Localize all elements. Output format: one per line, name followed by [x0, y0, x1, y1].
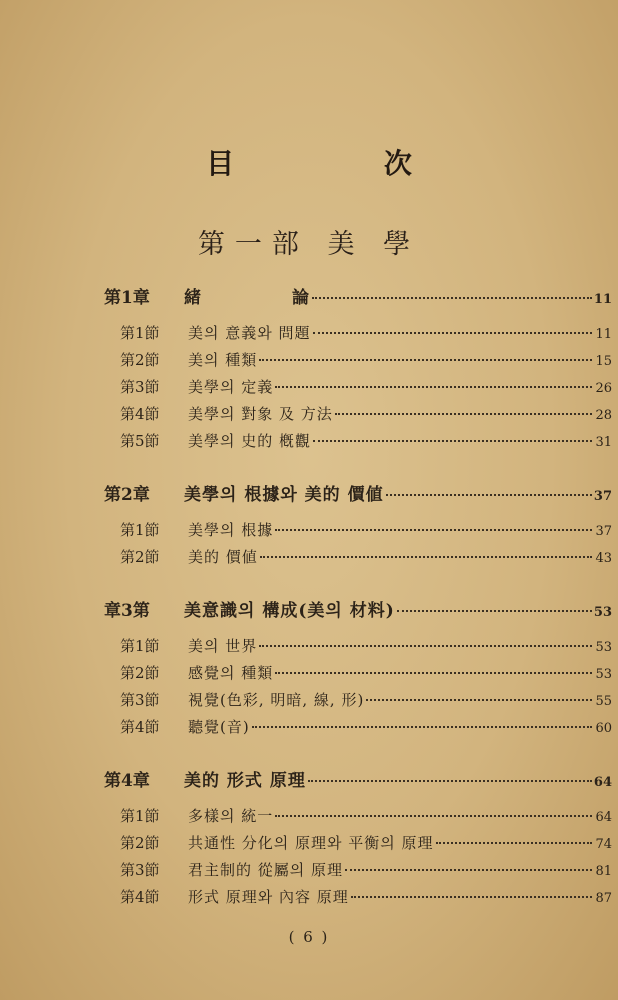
section-page: 53 — [595, 640, 612, 655]
page-title: 目 次 — [206, 147, 482, 180]
section-label: 第1節 — [120, 637, 160, 655]
part-heading: 第一部 美 學 — [197, 229, 421, 260]
section-page: 74 — [595, 837, 612, 852]
section-title: 視覺(色彩, 明暗, 線, 形) — [188, 691, 365, 709]
chapter-page: 64 — [593, 775, 612, 790]
chapter-page: 53 — [593, 605, 612, 620]
section-entry — [104, 545, 612, 572]
section-title: 聽覺(音) — [188, 718, 250, 736]
chapter-page: 37 — [593, 489, 612, 504]
section-title: 美學의 對象 及 方法 — [188, 405, 333, 423]
section-entry — [104, 375, 612, 402]
dot-leader — [275, 804, 592, 817]
chapter-entry — [104, 596, 612, 620]
section-page: 64 — [595, 810, 612, 825]
section-title: 美學의 定義 — [188, 378, 274, 396]
page-number: ( 6 ) — [288, 928, 330, 946]
section-entry — [104, 634, 612, 661]
section-page: 37 — [595, 524, 612, 539]
table-of-contents — [104, 283, 612, 912]
section-page: 31 — [595, 435, 612, 450]
section-entry — [104, 858, 612, 885]
dot-leader — [308, 766, 592, 782]
chapter-title: 美的 形式 原理 — [184, 771, 306, 790]
dot-leader — [313, 429, 592, 442]
section-title: 美學의 史的 槪觀 — [188, 432, 312, 450]
section-entry — [104, 688, 612, 715]
section-page: 26 — [595, 381, 612, 396]
dot-leader — [335, 402, 592, 415]
chapter-entry — [104, 766, 612, 790]
section-entry — [104, 831, 612, 858]
section-title: 共通性 分化의 原理와 平衡의 原理 — [188, 834, 434, 852]
chapter-label: 章3第 — [104, 601, 150, 620]
chapter-entry — [104, 283, 612, 307]
section-page: 15 — [595, 354, 612, 369]
dot-leader — [345, 858, 592, 871]
section-label: 第4節 — [120, 405, 160, 423]
section-title: 美的 價値 — [188, 548, 258, 566]
section-entry — [104, 885, 612, 912]
dot-leader — [312, 283, 592, 299]
dot-leader — [313, 321, 592, 334]
dot-leader — [397, 596, 592, 612]
dot-leader — [436, 831, 592, 844]
dot-leader — [275, 375, 592, 388]
section-label: 第5節 — [120, 432, 160, 450]
chapter-entry — [104, 480, 612, 504]
section-title: 美의 世界 — [188, 637, 258, 655]
chapter-title: 美意識의 構成(美의 材料) — [184, 601, 395, 620]
section-label: 第3節 — [120, 861, 160, 879]
dot-leader — [275, 518, 592, 531]
dot-leader — [252, 715, 592, 728]
section-page: 11 — [595, 327, 612, 342]
section-label: 第4節 — [120, 718, 160, 736]
section-page: 55 — [595, 694, 612, 709]
section-label: 第2節 — [120, 548, 160, 566]
section-title: 君主制的 從屬의 原理 — [188, 861, 344, 879]
section-page: 53 — [595, 667, 612, 682]
section-title: 美의 意義와 問題 — [188, 324, 311, 342]
chapter-page: 11 — [593, 292, 612, 307]
section-entry — [104, 715, 612, 742]
section-title: 感覺의 種類 — [188, 664, 274, 682]
section-entry — [104, 348, 612, 375]
section-label: 第1節 — [120, 324, 160, 342]
section-page: 60 — [595, 721, 612, 736]
section-title: 多樣의 統一 — [188, 807, 274, 825]
section-label: 第2節 — [120, 834, 160, 852]
section-entry — [104, 804, 612, 831]
section-label: 第4節 — [120, 888, 160, 906]
chapter-title: 緒 論 — [184, 288, 310, 307]
dot-leader — [366, 688, 592, 701]
dot-leader — [259, 634, 592, 647]
dot-leader — [275, 661, 592, 674]
section-page: 87 — [595, 891, 612, 906]
section-entry — [104, 429, 612, 456]
section-page: 81 — [595, 864, 612, 879]
section-page: 43 — [595, 551, 612, 566]
section-title: 形式 原理와 內容 原理 — [188, 888, 349, 906]
section-title: 美學의 根據 — [188, 521, 274, 539]
section-entry — [104, 402, 612, 429]
section-title: 美의 種類 — [188, 351, 258, 369]
section-label: 第2節 — [120, 664, 160, 682]
chapter-title: 美學의 根據와 美的 價値 — [184, 485, 384, 504]
section-entry — [104, 321, 612, 348]
section-label: 第2節 — [120, 351, 160, 369]
chapter-label: 第4章 — [104, 771, 150, 790]
section-entry — [104, 518, 612, 545]
dot-leader — [351, 885, 592, 898]
section-page: 28 — [595, 408, 612, 423]
chapter-label: 第1章 — [104, 288, 150, 307]
section-label: 第1節 — [120, 807, 160, 825]
section-label: 第3節 — [120, 378, 160, 396]
chapter-label: 第2章 — [104, 485, 150, 504]
dot-leader — [259, 348, 592, 361]
section-label: 第3節 — [120, 691, 160, 709]
dot-leader — [260, 545, 592, 558]
section-entry — [104, 661, 612, 688]
section-label: 第1節 — [120, 521, 160, 539]
dot-leader — [386, 480, 592, 496]
